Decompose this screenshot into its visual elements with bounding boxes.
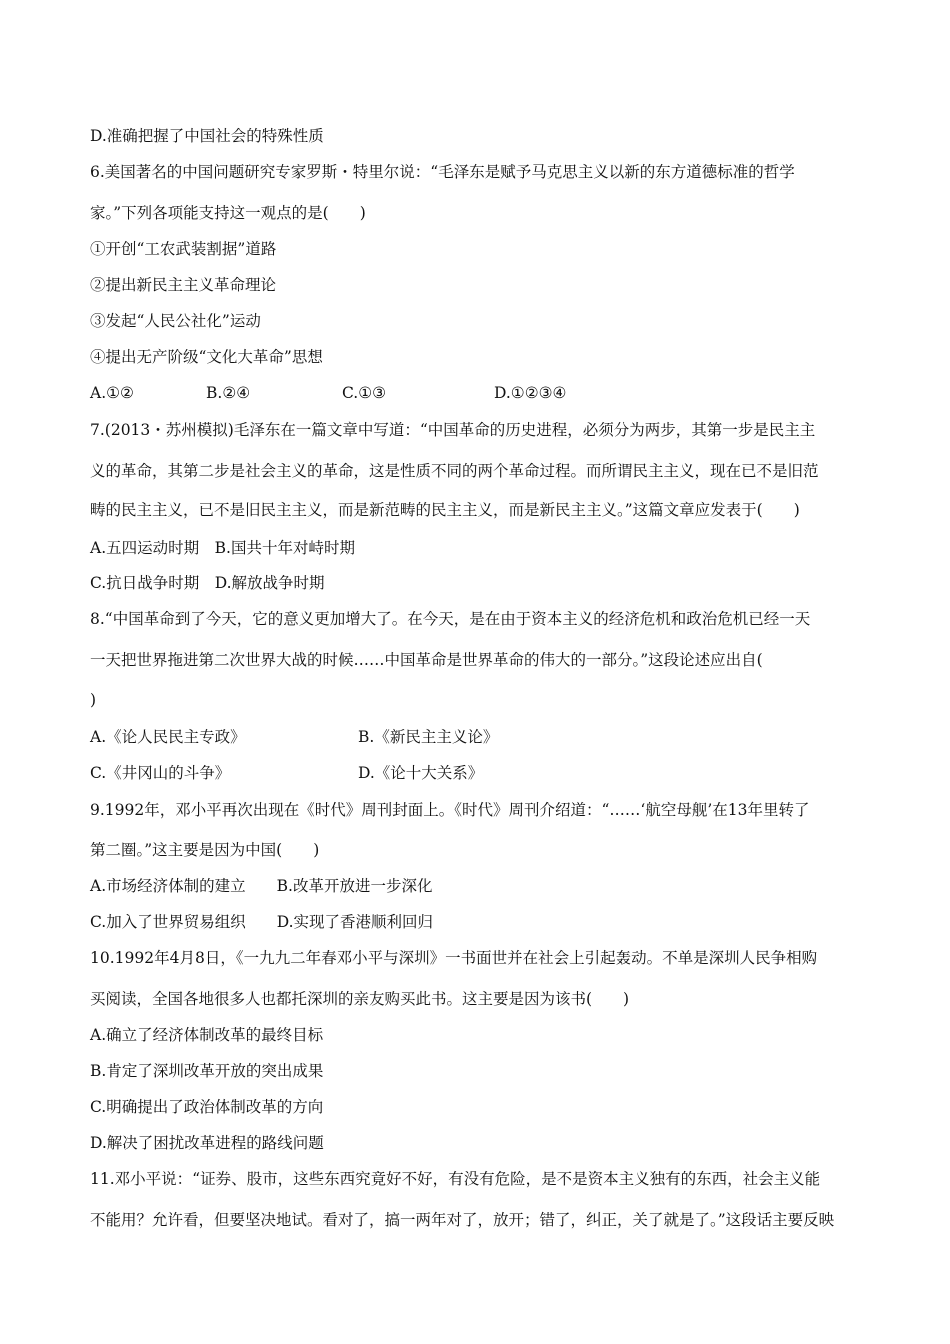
q9-stem-line-2: 第二圈。”这主要是因为中国( ) bbox=[90, 841, 320, 859]
q6-item-4: ④提出无产阶级“文化大革命”思想 bbox=[90, 348, 323, 366]
q7-stem-line-2: 义的革命，其第二步是社会主义的革命，这是性质不同的两个革命过程。而所谓民主主义，现在已不是旧范 bbox=[90, 462, 819, 480]
q11-stem-line-2: 不能用？允许看，但要坚决地试。看对了，搞一两年对了，放开；错了，纠正，关了就是了。”这段话主要反映 bbox=[90, 1211, 835, 1229]
q10-option-a: A.确立了经济体制改革的最终目标 bbox=[90, 1026, 324, 1044]
q6-stem-line-2: 家。”下列各项能支持这一观点的是( ) bbox=[90, 204, 366, 222]
q9-options-ab: A.市场经济体制的建立 B.改革开放进一步深化 bbox=[90, 877, 433, 895]
q6-option-c: C.①③ bbox=[342, 384, 387, 402]
q6-item-3: ③发起“人民公社化”运动 bbox=[90, 312, 261, 330]
q8-option-a: A.《论人民民主专政》 bbox=[90, 728, 246, 746]
q8-option-c: C.《井冈山的斗争》 bbox=[90, 764, 231, 782]
q10-option-d: D.解决了困扰改革进程的路线问题 bbox=[90, 1134, 324, 1152]
q8-stem-line-3: ) bbox=[90, 691, 97, 709]
q10-stem-line-1: 10.1992年4月8日，《一九九二年春邓小平与深圳》一书面世并在社会上引起轰动。不单是深圳人民争相购 bbox=[90, 949, 818, 967]
q6-option-a: A.①② bbox=[90, 384, 134, 402]
q10-stem-line-2: 买阅读，全国各地很多人也都托深圳的亲友购买此书。这主要是因为该书( ) bbox=[90, 990, 630, 1008]
q8-stem-line-1: 8.“中国革命到了今天，它的意义更加增大了。在今天，是在由于资本主义的经济危机和政治危机已经一天 bbox=[90, 610, 811, 628]
q6-item-2: ②提出新民主主义革命理论 bbox=[90, 276, 277, 294]
q9-options-cd: C.加入了世界贸易组织 D.实现了香港顺利回归 bbox=[90, 913, 434, 931]
q5-option-d: D.准确把握了中国社会的特殊性质 bbox=[90, 127, 324, 145]
q11-stem-line-1: 11.邓小平说：“证券、股市，这些东西究竟好不好，有没有危险，是不是资本主义独有的东西，社会主义能 bbox=[90, 1170, 821, 1188]
q6-stem-line-1: 6.美国著名的中国问题研究专家罗斯・特里尔说：“毛泽东是赋予马克思主义以新的东方道德标准的哲学 bbox=[90, 163, 795, 181]
q10-option-b: B.肯定了深圳改革开放的突出成果 bbox=[90, 1062, 324, 1080]
q8-stem-line-2: 一天把世界拖进第二次世界大战的时候……中国革命是世界革命的伟大的一部分。”这段论述应出自( bbox=[90, 651, 763, 669]
q6-option-d: D.①②③④ bbox=[494, 384, 567, 402]
q7-options-ab: A.五四运动时期 B.国共十年对峙时期 bbox=[90, 539, 355, 557]
q8-option-d: D.《论十大关系》 bbox=[358, 764, 484, 782]
q8-option-b: B.《新民主主义论》 bbox=[358, 728, 499, 746]
q7-stem-line-3: 畴的民主主义，已不是旧民主主义，而是新范畴的民主主义，而是新民主主义。”这篇文章应发表于( ) bbox=[90, 501, 800, 519]
q6-item-1: ①开创“工农武装割据”道路 bbox=[90, 240, 277, 258]
q10-option-c: C.明确提出了政治体制改革的方向 bbox=[90, 1098, 324, 1116]
q9-stem-line-1: 9.1992年，邓小平再次出现在《时代》周刊封面上。《时代》周刊介绍道：“……‘航空母舰’在13年里转了 bbox=[90, 801, 810, 819]
q7-options-cd: C.抗日战争时期 D.解放战争时期 bbox=[90, 574, 325, 592]
q6-option-b: B.②④ bbox=[206, 384, 251, 402]
q7-stem-line-1: 7.(2013・苏州模拟)毛泽东在一篇文章中写道：“中国革命的历史进程，必须分为两步，其第一步是民主主 bbox=[90, 421, 816, 439]
